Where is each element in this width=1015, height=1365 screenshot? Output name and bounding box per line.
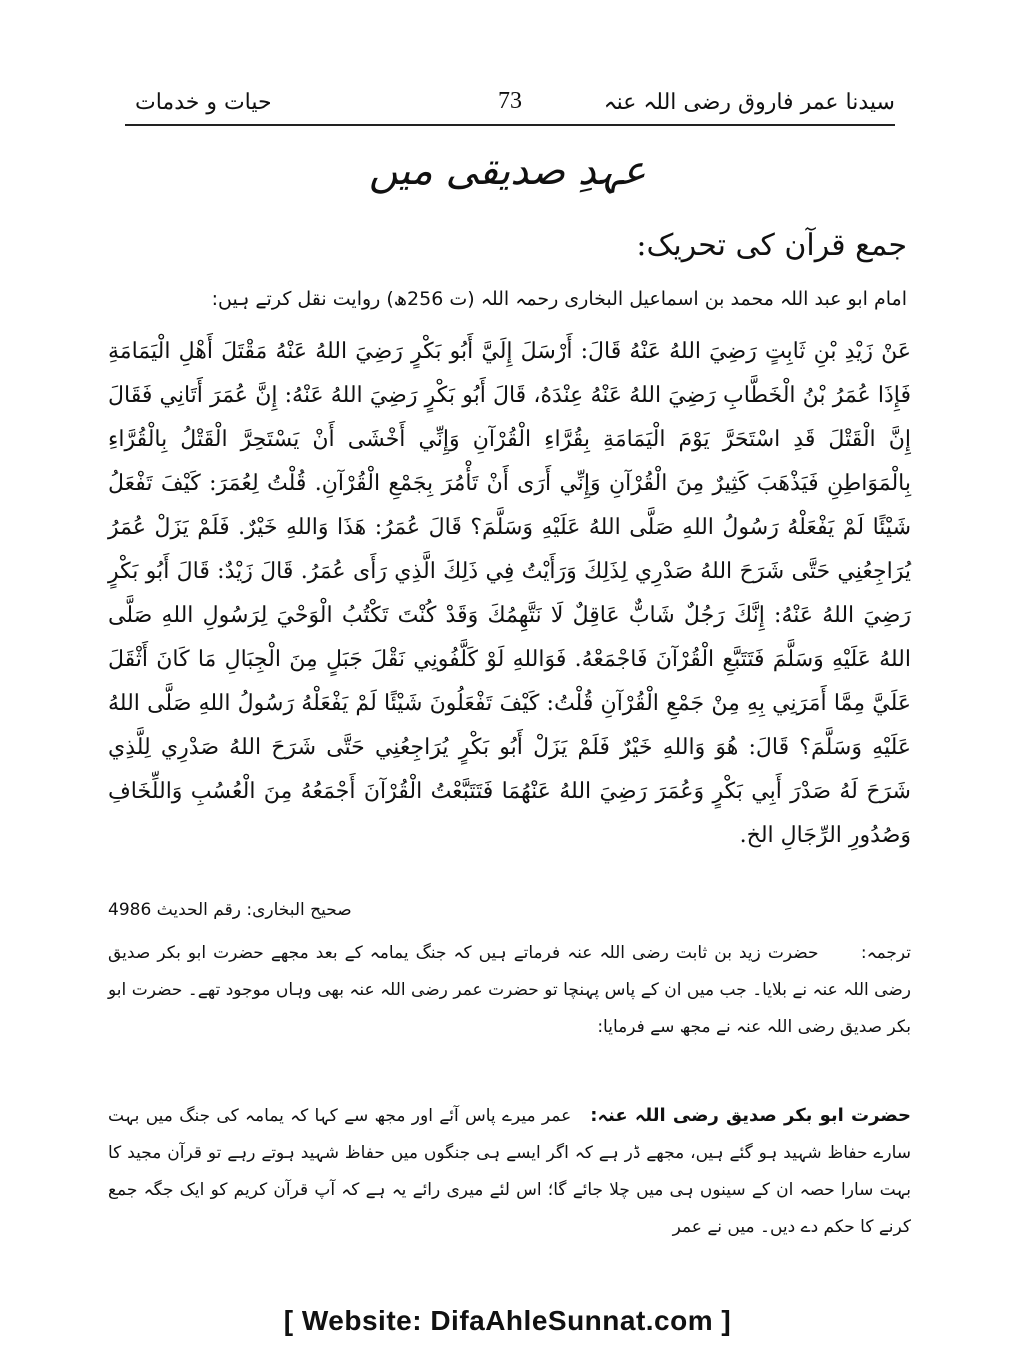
section-heading: جمع قرآن کی تحریک:: [636, 228, 907, 263]
chapter-title: عہدِ صدیقی میں: [368, 148, 647, 194]
website-footer: [ Website: DifaAhleSunnat.com ]: [283, 1305, 732, 1336]
running-section-title: حیات و خدمات: [135, 90, 272, 115]
speech-text: عمر میرے پاس آئے اور مجھ سے کہا کہ یمامہ کی جنگ میں بہت سارے حفاظ شہید ہو گئے ہیں، مجھے ڈر ہے کہ اگر ایسے ہی جنگوں میں حفاظ شہید ہوتے رہے تو قرآن مجید کا بہت سارا حصہ ان کے سینوں ہی میں چلا جائے گا؛ اس لئے میری رائے یہ ہے کہ آپ قرآن کریم کو ایک جگہ جمع کرنے کا حکم دے دیں۔ میں نے عمر: [108, 1106, 911, 1237]
speaker-name: حضرت ابو بکر صدیق رضی اللہ عنہ:: [590, 1105, 912, 1126]
page-number: 73: [498, 88, 522, 114]
translation-paragraph: [108, 935, 911, 1046]
page-header: [125, 88, 895, 124]
header-divider: [125, 124, 895, 126]
translation-label: ترجمہ:: [860, 943, 912, 963]
translation-text: حضرت زید بن ثابت رضی اللہ عنہ فرماتے ہیں کہ جنگ یمامہ کے بعد مجھے حضرت ابو بکر صدیق رضی اللہ عنہ نے بلایا۔ جب میں ان کے پاس پہنچا تو حضرت عمر رضی اللہ عنہ بھی وہاں موجود تھے۔ حضرت ابو بکر صدیق رضی اللہ عنہ نے مجھ سے فرمایا:: [108, 943, 911, 1037]
arabic-hadith-text: عَنْ زَيْدِ بْنِ ثَابِتٍ رَضِيَ اللهُ عَنْهُ قَالَ: أَرْسَلَ إِلَيَّ أَبُو بَكْرٍ رَضِيَ اللهُ عَنْهُ مَقْتَلَ أَهْلِ الْيَمَامَةِ فَإِذَا عُمَرُ بْنُ الْخَطَّابِ رَضِيَ اللهُ عَنْهُ عِنْدَهُ، قَالَ أَبُو بَكْرٍ رَضِيَ اللهُ عَنْهُ: إِنَّ عُمَرَ أَتَانِي فَقَالَ إِنَّ الْقَتْلَ قَدِ اسْتَحَرَّ يَوْمَ الْيَمَامَةِ بِقُرَّاءِ الْقُرْآنِ وَإِنِّي أَخْشَى أَنْ يَسْتَحِرَّ الْقَتْلُ بِالْقُرَّاءِ بِالْمَوَاطِنِ فَيَذْهَبَ كَثِيرٌ مِنَ الْقُرْآنِ وَإِنِّي أَرَى أَنْ تَأْمُرَ بِجَمْعِ الْقُرْآنِ. قُلْتُ لِعُمَرَ: كَيْفَ تَفْعَلُ شَيْئًا لَمْ يَفْعَلْهُ رَسُولُ اللهِ صَلَّى اللهُ عَلَيْهِ وَسَلَّمَ؟ قَالَ عُمَرُ: هَذَا وَاللهِ خَيْرٌ. فَلَمْ يَزَلْ عُمَرُ يُرَاجِعُنِي حَتَّى شَرَحَ اللهُ صَدْرِي لِذَلِكَ وَرَأَيْتُ فِي ذَلِكَ الَّذِي رَأَى عُمَرُ. قَالَ زَيْدٌ: قَالَ أَبُو بَكْرٍ رَضِيَ اللهُ عَنْهُ: إِنَّكَ رَجُلٌ شَابٌّ عَاقِلٌ لَا نَتَّهِمُكَ وَقَدْ كُنْتَ تَكْتُبُ الْوَحْيَ لِرَسُولِ اللهِ صَلَّى اللهُ عَلَيْهِ وَسَلَّمَ فَتَتَبَّعِ الْقُرْآنَ فَاجْمَعْهُ. فَوَاللهِ لَوْ كَلَّفُونِي نَقْلَ جَبَلٍ مِنَ الْجِبَالِ مَا كَانَ أَثْقَلَ عَلَيَّ مِمَّا أَمَرَنِي بِهِ مِنْ جَمْعِ الْقُرْآنِ قُلْتُ: كَيْفَ تَفْعَلُونَ شَيْئًا لَمْ يَفْعَلْهُ رَسُولُ اللهِ صَلَّى اللهُ عَلَيْهِ وَسَلَّمَ؟ قَالَ: هُوَ وَاللهِ خَيْرٌ فَلَمْ يَزَلْ أَبُو بَكْرٍ يُرَاجِعُنِي حَتَّى شَرَحَ اللهُ صَدْرِي لِلَّذِي شَرَحَ لَهُ صَدْرَ أَبِي بَكْرٍ وَعُمَرَ رَضِيَ اللهُ عَنْهُمَا فَتَتَبَّعْتُ الْقُرْآنَ أَجْمَعُهُ مِنَ الْعُسُبِ وَاللِّخَافِ وَصُدُورِ الرِّجَالِ الخ.: [108, 339, 911, 848]
intro-line: امام ابو عبد اللہ محمد بن اسماعیل البخاری رحمہ اللہ (ت 256ھ) روایت نقل کرتے ہیں:: [211, 288, 907, 310]
book-title: سیدنا عمر فاروق رضی اللہ عنہ: [603, 90, 895, 115]
speech-paragraph: [108, 1097, 911, 1246]
hadith-citation: صحیح البخاری: رقم الحدیث 4986: [108, 900, 352, 920]
